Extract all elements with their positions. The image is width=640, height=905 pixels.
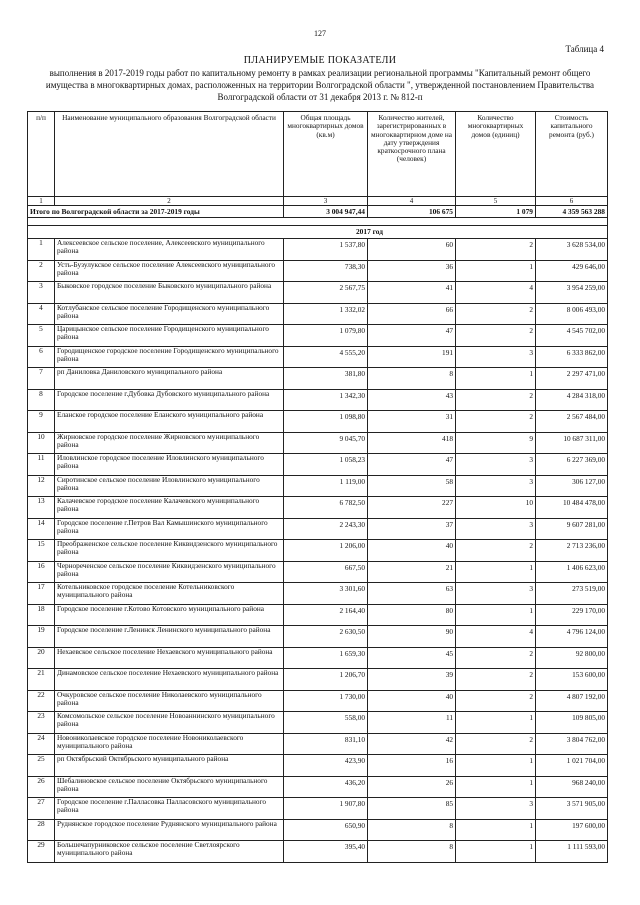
header-index: п/п <box>28 112 55 197</box>
table-row <box>28 712 608 734</box>
table-row <box>28 497 608 519</box>
row-area: 1 098,80 <box>284 411 368 433</box>
row-residents: 45 <box>368 647 456 669</box>
row-index: 23 <box>28 712 55 734</box>
table-row <box>28 798 608 820</box>
row-houses: 2 <box>456 411 536 433</box>
column-number: 2 <box>55 197 284 206</box>
document-subtitle: выполнения в 2017-2019 годы работ по капитальному ремонту в рамках реализации региональной программы "Капитальный ремонт общего имущества в многоквартирных домах, расположенных на территории Волгоградской области ", утвержденной постановлением Правительства Волгоградской области от 31 декабря 2013 г. № 812-п <box>45 68 595 102</box>
row-name: Сиротинское сельское поселение Иловлинского муниципального района <box>55 475 284 497</box>
row-residents: 36 <box>368 260 456 282</box>
header-cost: Стоимость капитального ремонта (руб.) <box>536 112 608 197</box>
total-area: 3 004 947,44 <box>284 206 368 218</box>
row-houses: 2 <box>456 239 536 261</box>
row-residents: 8 <box>368 368 456 390</box>
table-row <box>28 561 608 583</box>
row-cost: 92 800,00 <box>536 647 608 669</box>
row-index: 18 <box>28 604 55 626</box>
row-area: 2 630,50 <box>284 626 368 648</box>
row-name: Шебалиновское сельское поселение Октябрьского муниципального района <box>55 776 284 798</box>
row-area: 1 332,02 <box>284 303 368 325</box>
row-residents: 63 <box>368 583 456 605</box>
row-area: 1 342,30 <box>284 389 368 411</box>
row-area: 738,30 <box>284 260 368 282</box>
row-residents: 11 <box>368 712 456 734</box>
row-name: Царицынское сельское поселение Городищенского муниципального района <box>55 325 284 347</box>
row-index: 5 <box>28 325 55 347</box>
row-name: Городское поселение г.Дубовка Дубовского муниципального района <box>55 389 284 411</box>
row-index: 28 <box>28 819 55 841</box>
row-index: 17 <box>28 583 55 605</box>
row-residents: 26 <box>368 776 456 798</box>
row-name: Еланское городское поселение Еланского муниципального района <box>55 411 284 433</box>
spacer-cell <box>28 218 608 226</box>
header-houses: Количество многоквартирных домов (единиц) <box>456 112 536 197</box>
total-houses: 1 079 <box>456 206 536 218</box>
row-cost: 4 807 192,00 <box>536 690 608 712</box>
row-cost: 6 333 862,00 <box>536 346 608 368</box>
row-houses: 1 <box>456 561 536 583</box>
row-index: 27 <box>28 798 55 820</box>
row-name: Преображенское сельское поселение Киквидзенского муниципального района <box>55 540 284 562</box>
row-houses: 1 <box>456 755 536 777</box>
row-name: Нехаевское сельское поселение Нехаевского муниципального района <box>55 647 284 669</box>
year-row <box>28 226 608 239</box>
row-cost: 10 687 311,00 <box>536 432 608 454</box>
row-houses: 2 <box>456 647 536 669</box>
row-area: 1 907,80 <box>284 798 368 820</box>
row-houses: 2 <box>456 389 536 411</box>
row-houses: 3 <box>456 583 536 605</box>
row-cost: 153 600,00 <box>536 669 608 691</box>
row-area: 2 567,75 <box>284 282 368 304</box>
row-cost: 109 805,00 <box>536 712 608 734</box>
row-residents: 43 <box>368 389 456 411</box>
row-area: 667,50 <box>284 561 368 583</box>
row-area: 831,10 <box>284 733 368 755</box>
row-index: 8 <box>28 389 55 411</box>
year-cell-empty <box>28 226 55 239</box>
row-index: 21 <box>28 669 55 691</box>
row-name: Городское поселение г.Ленинск Ленинского муниципального района <box>55 626 284 648</box>
row-residents: 227 <box>368 497 456 519</box>
row-residents: 418 <box>368 432 456 454</box>
header-name: Наименование муниципального образования Волгоградской области <box>55 112 284 197</box>
table-row <box>28 841 608 863</box>
row-index: 6 <box>28 346 55 368</box>
row-cost: 4 284 318,00 <box>536 389 608 411</box>
table-row <box>28 690 608 712</box>
table-label: Таблица 4 <box>565 44 604 54</box>
row-area: 1 079,80 <box>284 325 368 347</box>
row-residents: 8 <box>368 841 456 863</box>
row-residents: 58 <box>368 475 456 497</box>
row-houses: 2 <box>456 669 536 691</box>
row-name: Алексеевское сельское поселение, Алексеевского муниципального района <box>55 239 284 261</box>
table-row <box>28 411 608 433</box>
row-houses: 2 <box>456 690 536 712</box>
row-residents: 39 <box>368 669 456 691</box>
row-index: 12 <box>28 475 55 497</box>
row-area: 381,80 <box>284 368 368 390</box>
row-area: 1 206,00 <box>284 540 368 562</box>
row-name: Иловлинское городское поселение Иловлинского муниципального района <box>55 454 284 476</box>
row-houses: 1 <box>456 776 536 798</box>
row-area: 650,90 <box>284 819 368 841</box>
row-name: Городское поселение г.Палласовка Палласовского муниципального района <box>55 798 284 820</box>
row-area: 4 555,20 <box>284 346 368 368</box>
table-row <box>28 454 608 476</box>
row-index: 9 <box>28 411 55 433</box>
row-residents: 47 <box>368 325 456 347</box>
row-index: 4 <box>28 303 55 325</box>
document-title: ПЛАНИРУЕМЫЕ ПОКАЗАТЕЛИ <box>243 55 397 66</box>
row-area: 1 119,00 <box>284 475 368 497</box>
table-row <box>28 325 608 347</box>
total-row <box>28 206 608 218</box>
table-row <box>28 626 608 648</box>
table-row <box>28 776 608 798</box>
row-houses: 9 <box>456 432 536 454</box>
row-residents: 47 <box>368 454 456 476</box>
row-index: 26 <box>28 776 55 798</box>
row-name: Котельниковское городское поселение Котельниковского муниципального района <box>55 583 284 605</box>
spacer-row <box>28 218 608 226</box>
row-cost: 6 227 369,00 <box>536 454 608 476</box>
row-name: Жирновское городское поселение Жирновского муниципального района <box>55 432 284 454</box>
row-area: 1 058,23 <box>284 454 368 476</box>
row-houses: 1 <box>456 841 536 863</box>
row-cost: 9 607 281,00 <box>536 518 608 540</box>
row-index: 19 <box>28 626 55 648</box>
row-area: 2 243,30 <box>284 518 368 540</box>
table-row <box>28 282 608 304</box>
row-name: рп Даниловка Даниловского муниципального района <box>55 368 284 390</box>
row-residents: 80 <box>368 604 456 626</box>
row-index: 11 <box>28 454 55 476</box>
table-row <box>28 518 608 540</box>
row-index: 15 <box>28 540 55 562</box>
indicators-table <box>27 111 608 863</box>
row-index: 25 <box>28 755 55 777</box>
row-index: 24 <box>28 733 55 755</box>
row-cost: 2 567 484,00 <box>536 411 608 433</box>
total-residents: 106 675 <box>368 206 456 218</box>
row-cost: 229 170,00 <box>536 604 608 626</box>
row-name: Большечапурниковское сельское поселение Светлоярского муниципального района <box>55 841 284 863</box>
row-cost: 1 406 623,00 <box>536 561 608 583</box>
row-residents: 16 <box>368 755 456 777</box>
table-row <box>28 368 608 390</box>
row-area: 3 301,60 <box>284 583 368 605</box>
page-number: 127 <box>314 29 326 38</box>
row-houses: 3 <box>456 475 536 497</box>
table-row <box>28 733 608 755</box>
row-houses: 4 <box>456 282 536 304</box>
row-area: 558,00 <box>284 712 368 734</box>
row-cost: 3 804 762,00 <box>536 733 608 755</box>
row-cost: 968 240,00 <box>536 776 608 798</box>
row-name: Новониколаевское городское поселение Новониколаевского муниципального района <box>55 733 284 755</box>
table-row <box>28 647 608 669</box>
table-row <box>28 819 608 841</box>
table-row <box>28 755 608 777</box>
row-index: 2 <box>28 260 55 282</box>
row-houses: 1 <box>456 712 536 734</box>
row-cost: 10 484 478,00 <box>536 497 608 519</box>
column-number: 3 <box>284 197 368 206</box>
row-residents: 40 <box>368 540 456 562</box>
row-houses: 1 <box>456 604 536 626</box>
row-area: 395,40 <box>284 841 368 863</box>
row-houses: 2 <box>456 540 536 562</box>
table-header-row <box>28 112 608 197</box>
row-name: Котлубанское сельское поселение Городищенского муниципального района <box>55 303 284 325</box>
row-area: 1 730,00 <box>284 690 368 712</box>
table-row <box>28 260 608 282</box>
row-name: Чернореченское сельское поселение Киквидзенского муниципального района <box>55 561 284 583</box>
row-name: Руднянское городское поселение Руднянского муниципального района <box>55 819 284 841</box>
row-cost: 1 111 593,00 <box>536 841 608 863</box>
table-row <box>28 303 608 325</box>
row-houses: 3 <box>456 454 536 476</box>
column-number: 4 <box>368 197 456 206</box>
row-houses: 1 <box>456 819 536 841</box>
row-cost: 4 796 124,00 <box>536 626 608 648</box>
row-houses: 3 <box>456 798 536 820</box>
row-index: 20 <box>28 647 55 669</box>
table-row <box>28 540 608 562</box>
row-cost: 429 646,00 <box>536 260 608 282</box>
row-houses: 2 <box>456 303 536 325</box>
row-residents: 60 <box>368 239 456 261</box>
row-cost: 1 021 704,00 <box>536 755 608 777</box>
table-row <box>28 432 608 454</box>
row-name: Усть-Бузулукское сельское поселение Алексеевского муниципального района <box>55 260 284 282</box>
total-cost: 4 359 563 288 <box>536 206 608 218</box>
row-index: 13 <box>28 497 55 519</box>
row-residents: 21 <box>368 561 456 583</box>
year-label: 2017 год <box>284 226 456 239</box>
header-area: Общая площадь многоквартирных домов (кв.м) <box>284 112 368 197</box>
row-residents: 37 <box>368 518 456 540</box>
row-residents: 191 <box>368 346 456 368</box>
row-residents: 8 <box>368 819 456 841</box>
row-residents: 66 <box>368 303 456 325</box>
year-cell-empty <box>536 226 608 239</box>
row-area: 2 164,40 <box>284 604 368 626</box>
table-row <box>28 475 608 497</box>
row-residents: 31 <box>368 411 456 433</box>
row-area: 6 782,50 <box>284 497 368 519</box>
column-number: 5 <box>456 197 536 206</box>
row-area: 423,90 <box>284 755 368 777</box>
row-cost: 3 571 905,00 <box>536 798 608 820</box>
row-name: Быковское городское поселение Быковского муниципального района <box>55 282 284 304</box>
column-number: 6 <box>536 197 608 206</box>
row-index: 3 <box>28 282 55 304</box>
row-index: 22 <box>28 690 55 712</box>
row-index: 7 <box>28 368 55 390</box>
row-name: Очкуровское сельское поселение Николаевского муниципального района <box>55 690 284 712</box>
table-row <box>28 669 608 691</box>
table-row <box>28 604 608 626</box>
row-houses: 10 <box>456 497 536 519</box>
row-index: 10 <box>28 432 55 454</box>
row-index: 16 <box>28 561 55 583</box>
row-index: 14 <box>28 518 55 540</box>
year-cell-empty <box>55 226 284 239</box>
row-cost: 2 297 471,00 <box>536 368 608 390</box>
row-area: 1 206,70 <box>284 669 368 691</box>
row-houses: 1 <box>456 260 536 282</box>
table-row <box>28 239 608 261</box>
header-residents: Количество жителей, зарегистрированных в многоквартирном доме на дату утверждения краткосрочного плана (человек) <box>368 112 456 197</box>
row-cost: 306 127,00 <box>536 475 608 497</box>
row-houses: 2 <box>456 733 536 755</box>
row-area: 9 045,70 <box>284 432 368 454</box>
row-index: 1 <box>28 239 55 261</box>
row-area: 1 659,30 <box>284 647 368 669</box>
row-residents: 85 <box>368 798 456 820</box>
column-number: 1 <box>28 197 55 206</box>
row-cost: 3 954 259,00 <box>536 282 608 304</box>
row-cost: 4 545 702,00 <box>536 325 608 347</box>
row-houses: 1 <box>456 368 536 390</box>
row-houses: 2 <box>456 325 536 347</box>
column-number-row <box>28 197 608 206</box>
total-label: Итого по Волгоградской области за 2017-2019 годы <box>28 206 284 218</box>
row-index: 29 <box>28 841 55 863</box>
row-cost: 3 628 534,00 <box>536 239 608 261</box>
row-residents: 90 <box>368 626 456 648</box>
row-cost: 273 519,00 <box>536 583 608 605</box>
row-name: Городское поселение г.Петров Вал Камышинского муниципального района <box>55 518 284 540</box>
row-residents: 42 <box>368 733 456 755</box>
row-cost: 2 713 236,00 <box>536 540 608 562</box>
row-area: 1 537,80 <box>284 239 368 261</box>
row-houses: 3 <box>456 518 536 540</box>
row-cost: 8 006 493,00 <box>536 303 608 325</box>
row-name: Калачевское городское поселение Калачевского муниципального района <box>55 497 284 519</box>
row-cost: 197 600,00 <box>536 819 608 841</box>
row-houses: 4 <box>456 626 536 648</box>
row-name: Городское поселение г.Котово Котовского муниципального района <box>55 604 284 626</box>
row-name: Динамовское сельское поселение Нехаевского муниципального района <box>55 669 284 691</box>
table-row <box>28 346 608 368</box>
row-name: Комсомольское сельское поселение Новоаннинского муниципального района <box>55 712 284 734</box>
table-row <box>28 389 608 411</box>
row-residents: 41 <box>368 282 456 304</box>
table-row <box>28 583 608 605</box>
row-name: рп Октябрьский Октябрьского муниципального района <box>55 755 284 777</box>
row-area: 436,20 <box>284 776 368 798</box>
row-name: Городищенское городское поселение Городищенского муниципального района <box>55 346 284 368</box>
row-houses: 3 <box>456 346 536 368</box>
row-residents: 40 <box>368 690 456 712</box>
year-cell-empty <box>456 226 536 239</box>
